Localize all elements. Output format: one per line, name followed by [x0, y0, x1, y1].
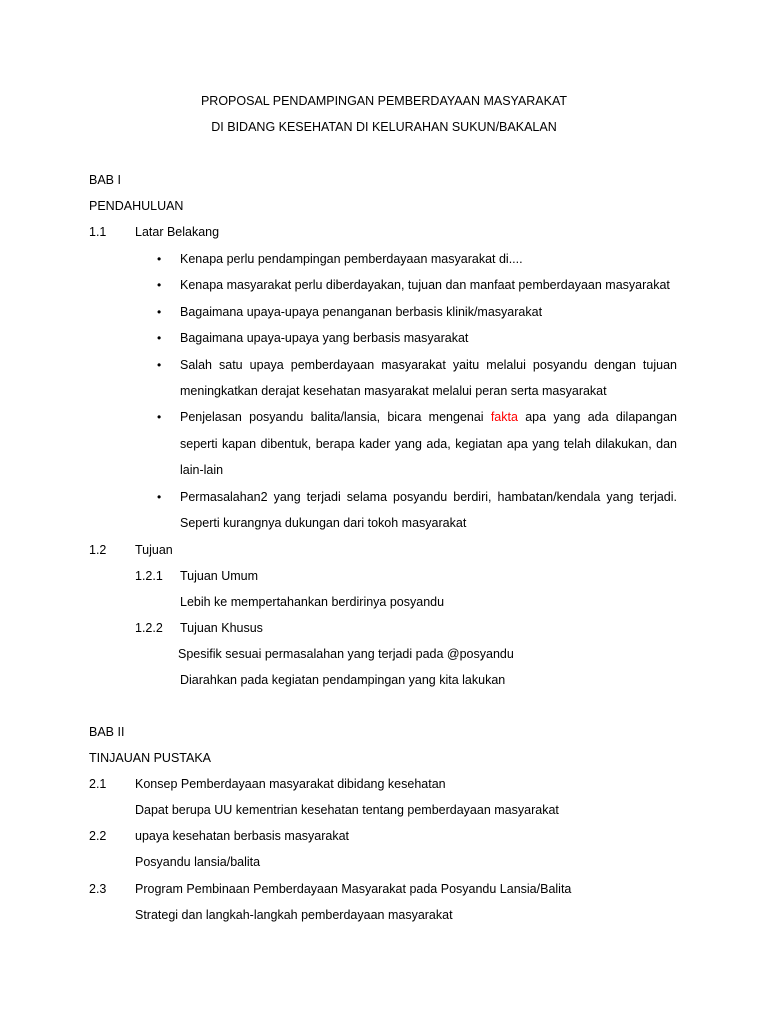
section-number: 2.3: [89, 882, 107, 896]
section-number: 2.1: [89, 777, 107, 791]
list-item-line: [180, 409, 677, 425]
bullet-icon: •: [157, 305, 162, 319]
subsection-body: Spesifik sesuai permasalahan yang terjadi pada @posyandu: [178, 647, 514, 661]
list-item: Kenapa perlu pendampingan pemberdayaan masyarakat di....: [180, 252, 523, 266]
list-item-line: Seperti kurangnya dukungan dari tokoh masyarakat: [180, 516, 467, 530]
list-item: Kenapa masyarakat perlu diberdayakan, tujuan dan manfaat pemberdayaan masyarakat: [180, 278, 670, 292]
bullet-icon: •: [157, 278, 162, 292]
section-title: upaya kesehatan berbasis masyarakat: [135, 829, 350, 843]
list-item-line: meningkatkan derajat kesehatan masyarakat melalui peran serta masyarakat: [180, 384, 607, 398]
subsection-number: 1.2.2: [135, 621, 163, 635]
section-title: Konsep Pemberdayaan masyarakat dibidang kesehatan: [135, 777, 446, 791]
list-item-line: Salah satu upaya pemberdayaan masyarakat yaitu melalui posyandu dengan tujuan: [180, 358, 677, 372]
bullet-icon: •: [157, 331, 162, 345]
document-title-line-2: DI BIDANG KESEHATAN DI KELURAHAN SUKUN/BAKALAN: [211, 120, 557, 134]
subsection-body: Diarahkan pada kegiatan pendampingan yang kita lakukan: [180, 673, 506, 687]
section-number: 2.2: [89, 829, 107, 843]
chapter-label: BAB I: [89, 173, 121, 187]
bullet-icon: •: [157, 252, 162, 266]
bullet-icon: •: [157, 490, 162, 504]
bullet-icon: •: [157, 410, 162, 424]
list-item: Bagaimana upaya-upaya yang berbasis masyarakat: [180, 331, 469, 345]
document-title-line-1: PROPOSAL PENDAMPINGAN PEMBERDAYAAN MASYARAKAT: [200, 94, 568, 108]
list-item-text: Penjelasan posyandu balita/lansia, bicara mengenai: [180, 410, 491, 424]
section-title: Program Pembinaan Pemberdayaan Masyarakat pada Posyandu Lansia/Balita: [135, 882, 572, 896]
chapter-label: BAB II: [89, 725, 125, 739]
chapter-heading: PENDAHULUAN: [89, 199, 184, 213]
section-title: Tujuan: [135, 543, 173, 557]
section-number: 1.1: [89, 225, 107, 239]
list-item-line: seperti kapan dibentuk, berapa kader yang ada, kegiatan apa yang telah dilakukan, dan: [180, 437, 677, 451]
chapter-heading: TINJAUAN PUSTAKA: [89, 751, 212, 765]
subsection-body: Lebih ke mempertahankan berdirinya posyandu: [180, 595, 445, 609]
list-item-line: lain-lain: [180, 463, 224, 477]
section-body: Strategi dan langkah-langkah pemberdayaan masyarakat: [135, 908, 453, 922]
list-item-text: apa yang ada dilapangan: [517, 410, 677, 424]
list-item-line: Permasalahan2 yang terjadi selama posyandu berdiri, hambatan/kendala yang terjadi.: [180, 490, 677, 504]
bullet-icon: •: [157, 358, 162, 372]
section-body: Dapat berupa UU kementrian kesehatan tentang pemberdayaan masyarakat: [135, 803, 559, 817]
list-item: Bagaimana upaya-upaya penanganan berbasis klinik/masyarakat: [180, 305, 543, 319]
section-title: Latar Belakang: [135, 225, 220, 239]
highlighted-word: fakta: [490, 410, 518, 424]
subsection-title: Tujuan Khusus: [180, 621, 263, 635]
subsection-number: 1.2.1: [135, 569, 163, 583]
section-number: 1.2: [89, 543, 107, 557]
subsection-title: Tujuan Umum: [180, 569, 259, 583]
section-body: Posyandu lansia/balita: [135, 855, 261, 869]
